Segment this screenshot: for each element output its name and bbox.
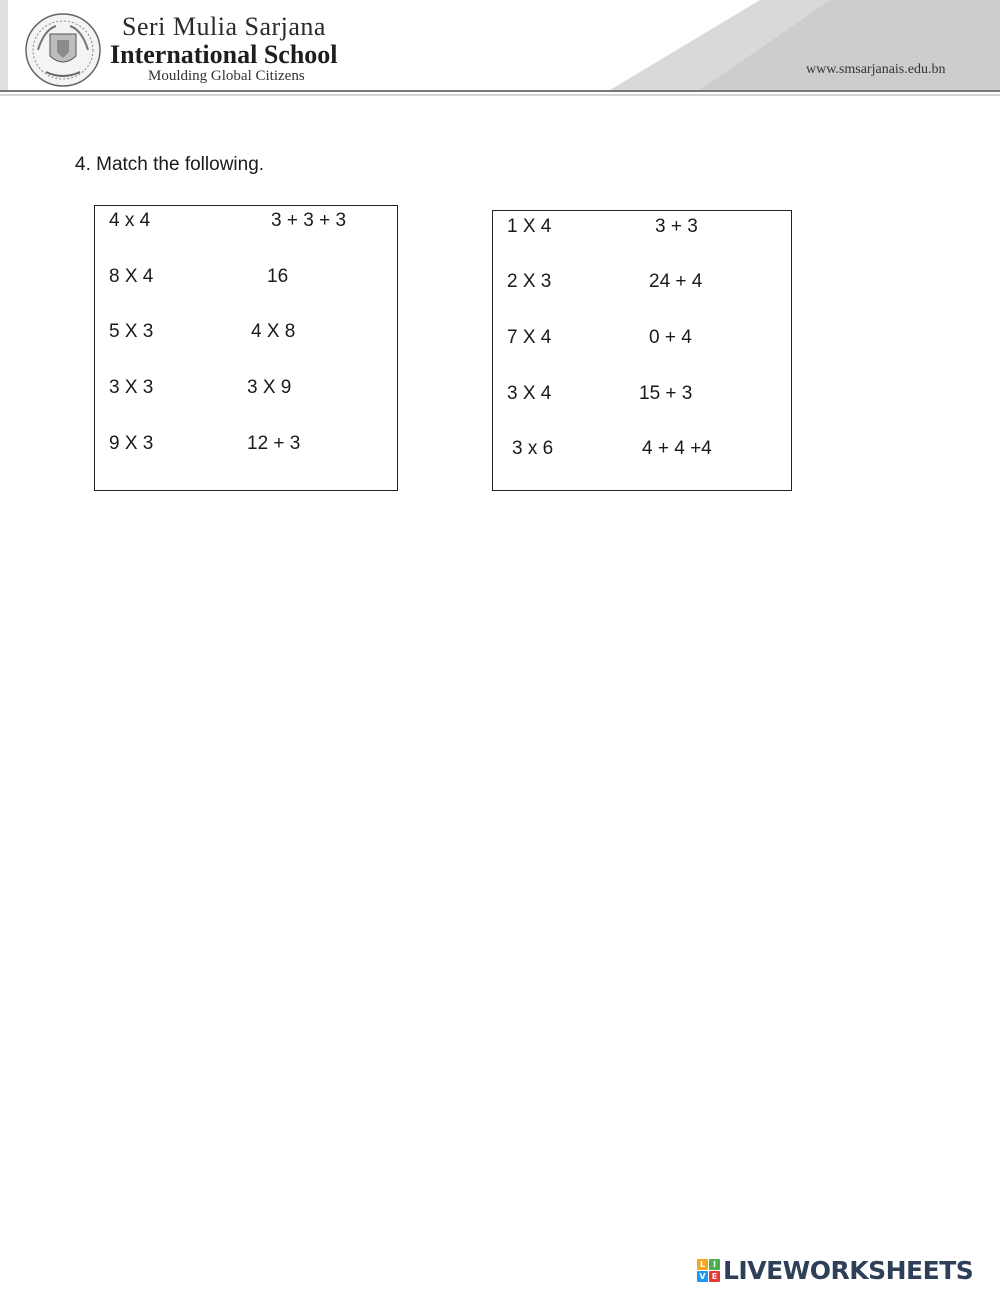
left-expression-4[interactable]: 3 X 3	[109, 377, 154, 398]
school-motto: Moulding Global Citizens	[148, 68, 305, 84]
left-answer-1[interactable]: 3 + 3 + 3	[271, 210, 347, 231]
logo-text: LIVEWORKSHEETS	[723, 1255, 974, 1285]
left-expression-3[interactable]: 5 X 3	[109, 321, 154, 342]
left-expression-1[interactable]: 4 x 4	[109, 210, 151, 231]
left-answer-2[interactable]: 16	[267, 266, 289, 287]
right-answer-5[interactable]: 4 + 4 +4	[642, 438, 712, 459]
match-box-right	[492, 210, 792, 491]
school-website: www.smsarjanais.edu.bn	[806, 62, 946, 77]
left-expression-2[interactable]: 8 X 4	[109, 266, 154, 287]
left-answer-5[interactable]: 12 + 3	[247, 433, 301, 454]
match-box-left	[94, 205, 398, 491]
school-name-line1: Seri Mulia Sarjana	[122, 12, 326, 41]
logo-blocks-icon	[697, 1259, 720, 1282]
right-answer-4[interactable]: 15 + 3	[639, 383, 693, 404]
school-name-line2: International School	[110, 40, 338, 69]
right-expression-3[interactable]: 7 X 4	[507, 327, 552, 348]
school-crest-icon	[24, 12, 102, 88]
right-expression-2[interactable]: 2 X 3	[507, 271, 552, 292]
logo-block: L	[697, 1259, 708, 1270]
logo-block: I	[709, 1259, 720, 1270]
right-expression-4[interactable]: 3 X 4	[507, 383, 552, 404]
school-header	[0, 0, 1000, 100]
question-prompt: 4. Match the following.	[75, 154, 265, 175]
logo-block: V	[697, 1271, 708, 1282]
right-expression-1[interactable]: 1 X 4	[507, 216, 552, 237]
logo-block: E	[709, 1271, 720, 1282]
right-answer-2[interactable]: 24 + 4	[649, 271, 703, 292]
left-expression-5[interactable]: 9 X 3	[109, 433, 154, 454]
right-answer-3[interactable]: 0 + 4	[649, 327, 692, 348]
liveworksheets-logo[interactable]	[697, 1253, 973, 1287]
left-answer-4[interactable]: 3 X 9	[247, 377, 292, 398]
left-answer-3[interactable]: 4 X 8	[251, 321, 296, 342]
right-answer-1[interactable]: 3 + 3	[655, 216, 698, 237]
right-expression-5[interactable]: 3 x 6	[512, 438, 554, 459]
